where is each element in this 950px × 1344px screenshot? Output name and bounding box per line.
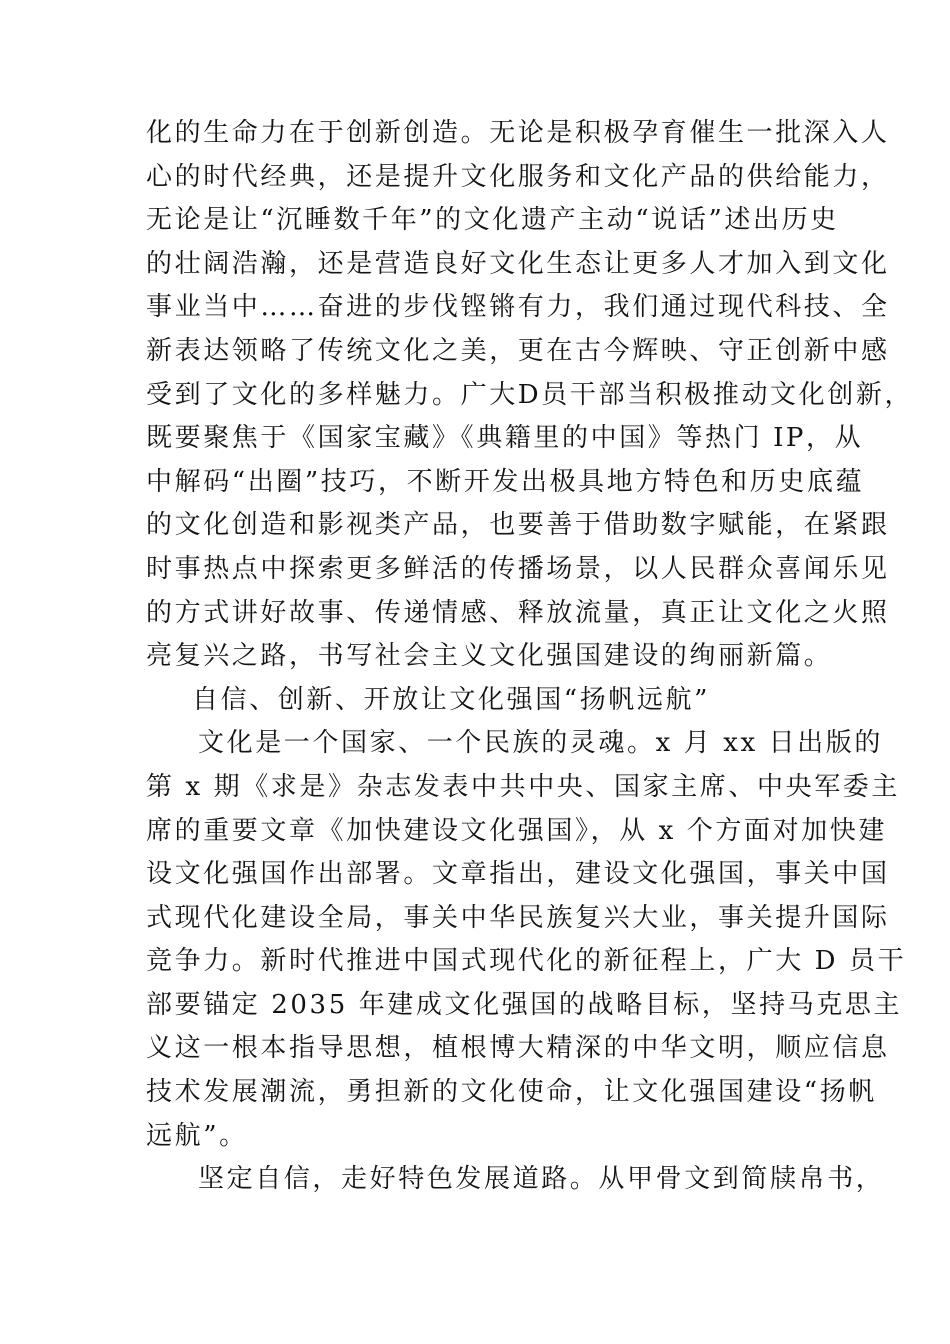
section-heading: 自信、创新、开放让文化强国“扬帆远航” <box>192 684 710 715</box>
text-line: 远航”。 <box>146 1120 248 1151</box>
text-line: 心的时代经典，还是提升文化服务和文化产品的供给能力， <box>146 161 890 192</box>
text-line: 事业当中……奋进的步伐铿锵有力，我们通过现代科技、全 <box>146 292 890 323</box>
text-line: 席的重要文章《加快建设文化强国》，从 x 个方面对加快建 <box>146 815 887 846</box>
paragraph-confidence <box>146 1158 885 1202</box>
text-line: 义这一根本指导思想，植根博大精深的中华文明，顺应信息 <box>146 1033 890 1064</box>
text-line: 化的生命力在于创新创造。无论是积极孕育催生一批深入人 <box>146 118 890 148</box>
text-line: 亮复兴之路，书写社会主义文化强国建设的绚丽新篇。 <box>146 641 833 672</box>
text-line: 坚定自信，走好特色发展道路。从甲骨文到简牍帛书， <box>198 1164 885 1195</box>
text-line: 新表达领略了传统文化之美，更在古今辉映、守正创新中感 <box>146 335 890 366</box>
text-line: 无论是让“沉睡数千年”的文化遗产主动“说话”述出历史 <box>146 205 839 236</box>
text-line: 的方式讲好故事、传递情感、释放流量，真正让文化之火照 <box>146 597 890 628</box>
paragraph-cultural-power <box>146 722 907 1158</box>
document-body <box>146 112 914 1202</box>
text-line: 的壮阔浩瀚，还是营造良好文化生态让更多人才加入到文化 <box>146 248 890 279</box>
text-line: 中解码“出圈”技巧，不断开发出极具地方特色和历史底蕴 <box>146 466 865 497</box>
text-line: 竞争力。新时代推进中国式现代化的新征程上，广大 D 员干 <box>146 946 907 977</box>
text-line: 技术发展潮流，勇担新的文化使命，让文化强国建设“扬帆 <box>146 1077 877 1108</box>
text-line: 时事热点中探索更多鲜活的传播场景，以人民群众喜闻乐见 <box>146 553 890 584</box>
text-line: 既要聚焦于《国家宝藏》《典籍里的中国》等热门 IP，从 <box>146 423 864 454</box>
text-line: 第 x 期《求是》杂志发表中共中央、国家主席、中央军委主 <box>146 771 900 802</box>
text-line: 设文化强国作出部署。文章指出，建设文化强国，事关中国 <box>146 859 890 890</box>
text-line: 的文化创造和影视类产品，也要善于借助数字赋能，在紧跟 <box>146 510 890 541</box>
text-line: 式现代化建设全局，事关中华民族复兴大业，事关提升国际 <box>146 902 890 933</box>
text-line: 部要锚定 2035 年建成文化强国的战略目标，坚持马克思主 <box>146 989 903 1020</box>
paragraph-cultural-innovation <box>146 112 914 679</box>
text-line: 文化是一个国家、一个民族的灵魂。x 月 xx 日出版的 <box>198 728 883 759</box>
text-line: 受到了文化的多样魅力。广大D员干部当积极推动文化创新， <box>146 379 914 410</box>
